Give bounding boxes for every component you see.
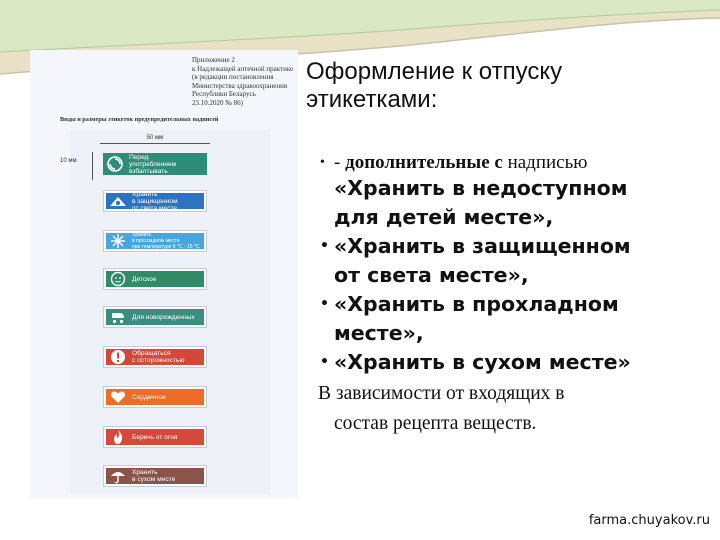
bullet-item-3 — [318, 290, 708, 348]
label-text: Беречь от огня — [132, 433, 178, 441]
label-text: Хранить в прохладном месте при температуре 8 °С - 15 °С — [132, 232, 200, 250]
exclamation-icon — [108, 347, 128, 367]
footer-website: farma.chuyakov.ru — [588, 513, 710, 528]
label-handle-with-care — [103, 346, 207, 368]
bullet-item-2-line2: от света месте», — [334, 263, 529, 287]
eye-icon — [108, 191, 128, 211]
bullet-dot: • — [320, 238, 329, 254]
label-newborns — [103, 306, 207, 328]
document-caption: Виды и размеры этикеток предупредительных надписей — [60, 116, 219, 123]
dependency-paragraph — [318, 379, 708, 439]
label-text: Детское — [132, 275, 157, 283]
label-cool-place — [103, 230, 207, 252]
heart-icon — [108, 387, 128, 407]
label-keep-from-fire — [103, 426, 207, 448]
bullet-item-4-text: «Хранить в сухом месте» — [334, 350, 631, 374]
child-face-icon — [108, 269, 128, 289]
bullet-item-4 — [318, 348, 708, 377]
bullet-item-1-prefix: - — [334, 152, 346, 173]
slide-title — [306, 58, 562, 114]
dependency-paragraph-line1: В зависимости от входящих в — [318, 383, 565, 404]
baby-carriage-icon — [108, 307, 128, 327]
label-text: Обращаться с осторожностью — [132, 350, 185, 364]
bullet-dot: • — [320, 155, 325, 170]
bullet-item-1-rest: надписью — [502, 152, 588, 173]
label-cardiac — [103, 386, 207, 408]
umbrella-icon — [108, 466, 128, 486]
document-header: Приложение 2 к Надлежащей аптечной практике (в редакции постановления Министерства здравоохранения Республики Беларусь 23.10.2020 № 86) — [192, 56, 294, 107]
bullet-item-2 — [318, 232, 708, 290]
width-dimension-label: 50 мм — [146, 135, 164, 141]
width-dimension — [100, 135, 210, 147]
label-protect-from-light — [103, 190, 207, 212]
slide-title-line2: этикетками: — [306, 86, 438, 113]
label-text: Перед употреблением взбалтывать — [129, 153, 177, 175]
bullet-item-1-quote-line1: «Хранить в недоступном — [334, 176, 628, 200]
bullet-item-1-bold: дополнительные с — [345, 152, 503, 173]
flame-icon — [108, 427, 128, 447]
label-children — [103, 268, 207, 290]
height-dimension — [60, 150, 100, 180]
bullet-item-3-line2: месте», — [334, 321, 424, 345]
height-dimension-label: 10 мм — [60, 158, 77, 164]
document-scan — [30, 50, 298, 498]
bullet-item-1 — [318, 152, 708, 174]
bullet-dot: • — [320, 296, 329, 312]
bullet-item-3-line1: «Хранить в прохладном — [334, 292, 619, 316]
label-dry-place — [103, 465, 207, 487]
label-text: Хранить в защищенном от света месте — [132, 190, 178, 212]
bullet-dot: • — [320, 354, 329, 370]
dependency-paragraph-line2: состав рецепта веществ. — [334, 413, 537, 434]
bullet-item-1-quote — [318, 174, 708, 232]
snowflake-icon — [108, 231, 128, 251]
label-shake — [103, 153, 207, 175]
bullet-item-2-line1: «Хранить в защищенном — [334, 234, 631, 258]
slide-title-line1: Оформление к отпуску — [306, 58, 563, 85]
label-text: Сердечное — [132, 393, 166, 401]
bullet-item-1-quote-line2: для детей месте», — [334, 205, 554, 229]
shake-arrows-icon — [105, 154, 125, 174]
label-text: Хранить в сухом месте — [132, 469, 176, 483]
bullet-list — [318, 152, 708, 439]
label-text: Для новорожденных — [132, 313, 195, 321]
